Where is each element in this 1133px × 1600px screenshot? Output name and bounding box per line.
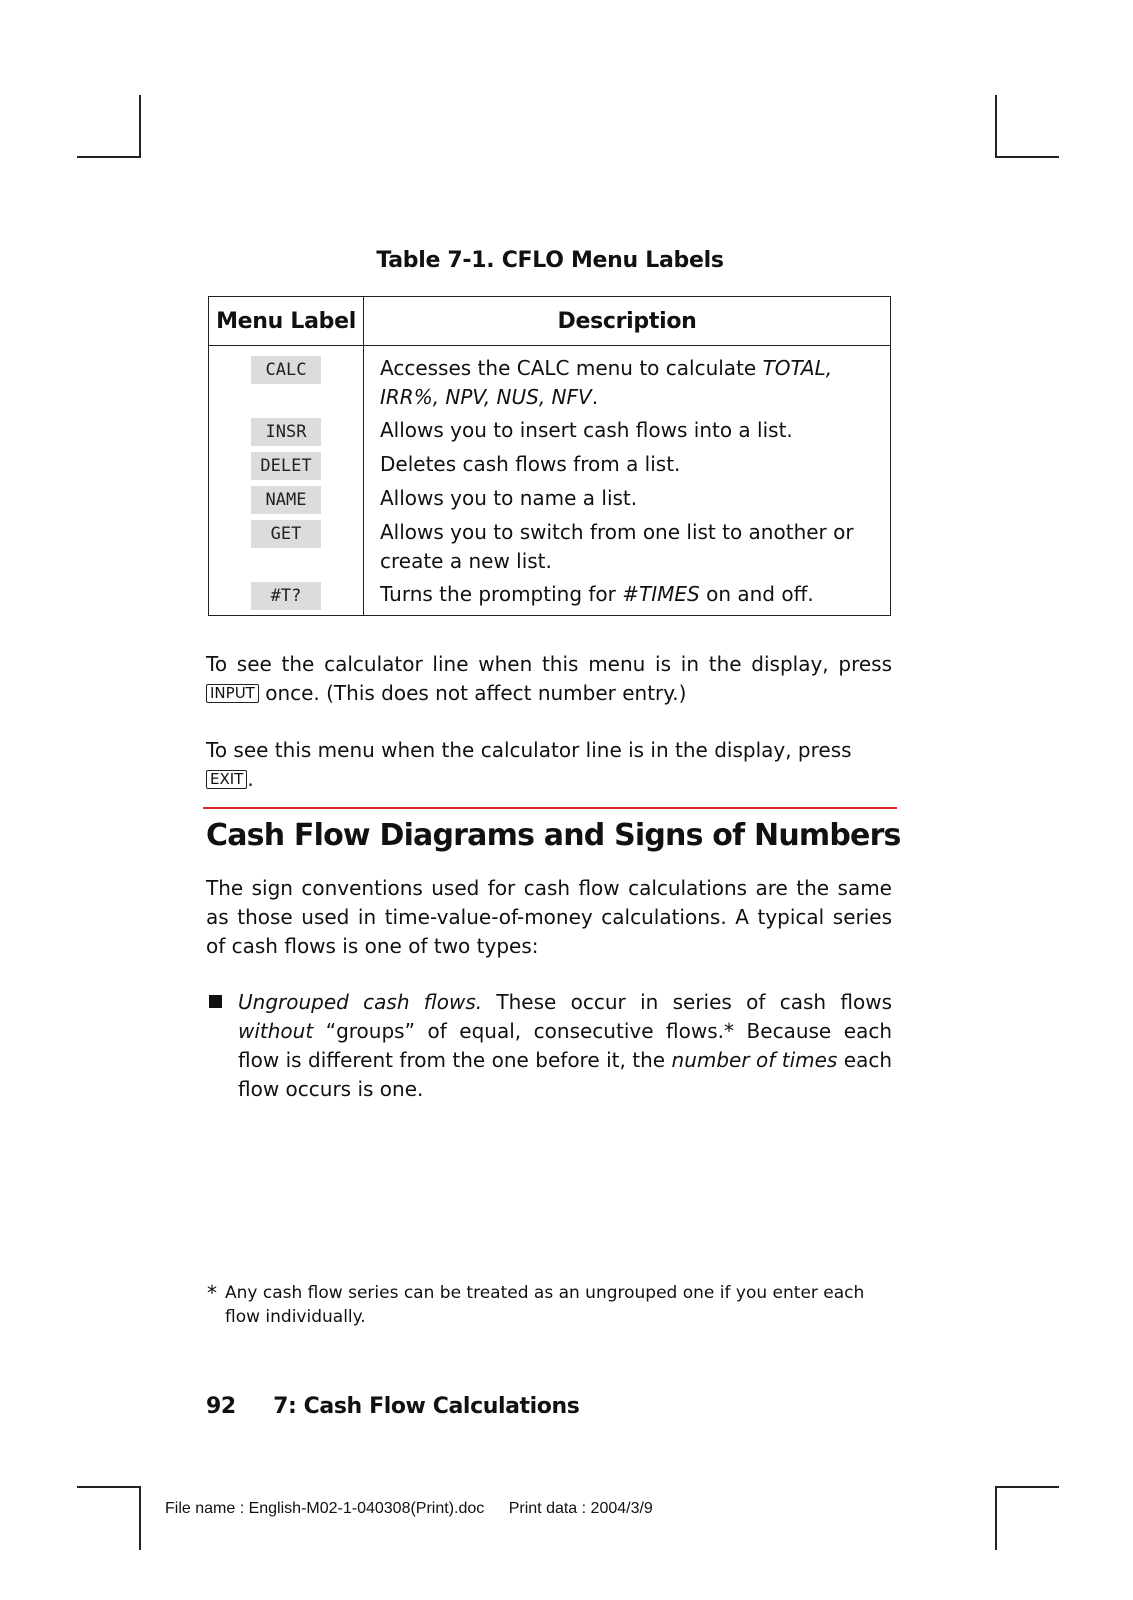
crop-mark-bottom-left-h	[77, 1486, 141, 1488]
crop-mark-bottom-left-v	[139, 1486, 141, 1550]
section-intro: The sign conventions used for cash flow calculations are the same as those used in time-value-of-money calculations. A typical series of cash flows is one of two types:	[206, 876, 892, 958]
crop-mark-top-right-h	[995, 156, 1059, 158]
crop-mark-top-right-v	[995, 95, 997, 158]
crop-mark-bottom-right-h	[995, 1486, 1059, 1488]
footnote-text: Any cash flow series can be treated as an ungrouped one if you enter each flow individually.	[225, 1283, 865, 1327]
menu-key-delet: DELET	[251, 452, 321, 480]
table-row	[209, 446, 891, 480]
menu-key-insr: INSR	[251, 418, 321, 446]
section-heading: Cash Flow Diagrams and Signs of Numbers	[206, 818, 901, 853]
footnote-marker: *	[207, 1281, 217, 1305]
menu-key-times: #T?	[251, 582, 321, 610]
menu-key-name: NAME	[251, 486, 321, 514]
row-description: Turns the prompting for #TIMES on and off.	[364, 576, 891, 616]
input-key: INPUT	[206, 684, 259, 703]
table-row	[209, 576, 891, 616]
row-description: Allows you to insert cash flows into a list.	[364, 412, 891, 446]
file-name: File name : English-M02-1-040308(Print).doc	[165, 1500, 485, 1517]
crop-mark-top-left-h	[77, 156, 141, 158]
header-description: Description	[364, 297, 891, 346]
table-row	[209, 480, 891, 514]
crop-mark-bottom-right-v	[995, 1486, 997, 1550]
print-date: Print data : 2004/3/9	[508, 1500, 653, 1517]
header-menu-label: Menu Label	[209, 297, 364, 346]
page-footer	[206, 1394, 579, 1419]
table-row	[209, 346, 891, 413]
crop-mark-top-left-v	[139, 95, 141, 158]
chapter-title: 7: Cash Flow Calculations	[273, 1394, 580, 1419]
paragraph-input: To see the calculator line when this menu is in the display, press INPUT once. (This does not affect number entry.)	[206, 652, 892, 705]
footnote	[207, 1281, 897, 1329]
file-info	[165, 1500, 653, 1518]
table-title: Table 7-1. CFLO Menu Labels	[376, 248, 724, 273]
bullet-square-icon	[209, 995, 222, 1008]
row-description: Allows you to switch from one list to another or create a new list.	[364, 514, 891, 576]
exit-key: EXIT	[206, 770, 247, 789]
row-description: Deletes cash flows from a list.	[364, 446, 891, 480]
row-description: Accesses the CALC menu to calculate TOTAL, IRR%, NPV, NUS, NFV.	[364, 346, 891, 413]
bullet-ungrouped: Ungrouped cash flows. These occur in series of cash flows without “groups” of equal, consecutive flows.* Because each flow is different from the one before it, the number of times each flow occurs is one.	[238, 990, 893, 1101]
menu-labels-table	[208, 296, 891, 616]
table-header-row	[209, 297, 891, 346]
menu-key-calc: CALC	[251, 356, 321, 384]
page-number: 92	[206, 1394, 236, 1419]
section-rule	[203, 807, 897, 809]
row-description: Allows you to name a list.	[364, 480, 891, 514]
paragraph-exit: To see this menu when the calculator line is in the display, press EXIT .	[206, 738, 852, 791]
table-row	[209, 514, 891, 576]
menu-key-get: GET	[251, 520, 321, 548]
table-row	[209, 412, 891, 446]
